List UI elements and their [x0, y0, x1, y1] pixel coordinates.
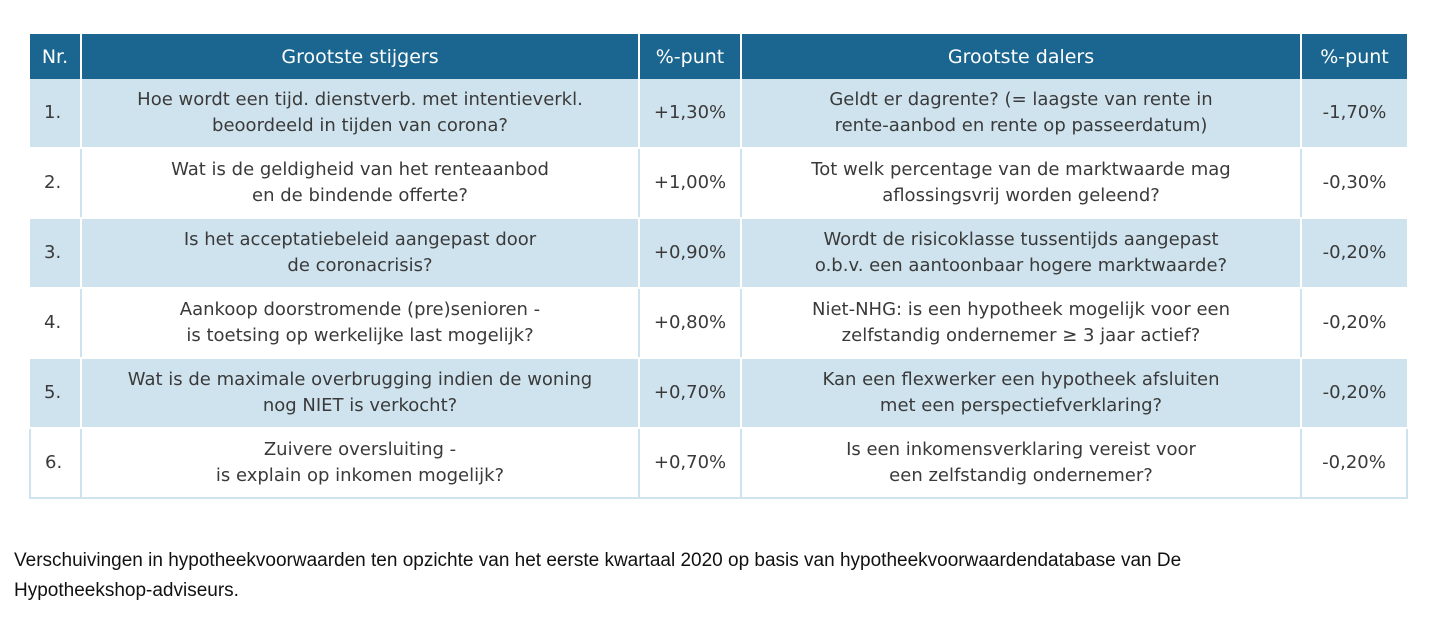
- header-biggest-fallers: Grootste dalers: [741, 34, 1301, 79]
- row-number: 6.: [30, 428, 81, 498]
- faller-percentage: -0,20%: [1301, 428, 1407, 498]
- faller-question-line: Geldt er dagrente? (= laagste van rente in: [829, 89, 1213, 110]
- faller-percentage: -0,30%: [1301, 148, 1407, 218]
- mortgage-conditions-table: [29, 34, 1408, 499]
- faller-question-line: o.b.v. een aantoonbaar hogere marktwaarde?: [814, 255, 1228, 276]
- table-row: [30, 358, 1407, 428]
- riser-question-line: Hoe wordt een tijd. dienstverb. met intentieverkl.: [137, 89, 583, 110]
- faller-percentage: -0,20%: [1301, 288, 1407, 358]
- riser-question: [81, 358, 639, 428]
- riser-question-line: nog NIET is verkocht?: [262, 395, 458, 416]
- riser-percentage: +0,90%: [639, 218, 741, 288]
- faller-question-line: een zelfstandig ondernemer?: [889, 465, 1153, 486]
- riser-question-line: de coronacrisis?: [287, 255, 433, 276]
- riser-question: [81, 148, 639, 218]
- table-caption: [14, 546, 1414, 606]
- header-row: [30, 34, 1407, 79]
- faller-question-line: met een perspectiefverklaring?: [879, 395, 1163, 416]
- riser-question: [81, 218, 639, 288]
- faller-question-line: Wordt de risicoklasse tussentijds aangepast: [823, 229, 1219, 250]
- caption-line: Hypotheekshop-adviseurs.: [14, 580, 239, 601]
- faller-question-line: Is een inkomensverklaring vereist voor: [846, 439, 1196, 460]
- table-row: [30, 288, 1407, 358]
- caption-line: Verschuivingen in hypotheekvoorwaarden ten opzichte van het eerste kwartaal 2020 op basis van hypotheekvoorwaardendatabase van De: [14, 550, 1182, 571]
- riser-question-line: en de bindende offerte?: [252, 185, 468, 206]
- faller-question-line: Kan een flexwerker een hypotheek afsluiten: [822, 369, 1220, 390]
- header-biggest-risers: Grootste stijgers: [81, 34, 639, 79]
- faller-question: [741, 218, 1301, 288]
- riser-question-line: beoordeeld in tijden van corona?: [212, 115, 508, 136]
- faller-percentage: -1,70%: [1301, 79, 1407, 148]
- faller-question: [741, 79, 1301, 148]
- riser-question-line: is explain op inkomen mogelijk?: [215, 465, 505, 486]
- faller-question-line: aflossingsvrij worden geleend?: [882, 185, 1160, 206]
- header-nr: Nr.: [30, 34, 81, 79]
- riser-question: [81, 428, 639, 498]
- riser-question-line: Is het acceptatiebeleid aangepast door: [183, 229, 537, 250]
- riser-percentage: +0,70%: [639, 428, 741, 498]
- riser-percentage: +0,70%: [639, 358, 741, 428]
- faller-percentage: -0,20%: [1301, 358, 1407, 428]
- mortgage-conditions-table-container: [29, 34, 1406, 499]
- table-row: [30, 148, 1407, 218]
- table-row: [30, 428, 1407, 498]
- faller-question-line: Niet-NHG: is een hypotheek mogelijk voor een: [811, 299, 1231, 320]
- riser-percentage: +1,00%: [639, 148, 741, 218]
- riser-question: [81, 79, 639, 148]
- faller-question-line: rente-aanbod en rente op passeerdatum): [834, 115, 1208, 136]
- riser-question: [81, 288, 639, 358]
- faller-question-line: Tot welk percentage van de marktwaarde mag: [811, 159, 1231, 180]
- table-row: [30, 79, 1407, 148]
- faller-question: [741, 428, 1301, 498]
- riser-percentage: +0,80%: [639, 288, 741, 358]
- riser-question-line: Aankoop doorstromende (pre)senioren -: [179, 299, 541, 320]
- table-header: [30, 34, 1407, 79]
- row-number: 5.: [30, 358, 81, 428]
- table-row: [30, 218, 1407, 288]
- faller-question: [741, 358, 1301, 428]
- riser-percentage: +1,30%: [639, 79, 741, 148]
- faller-question: [741, 148, 1301, 218]
- faller-question: [741, 288, 1301, 358]
- header-rise-percentage-point: %-punt: [639, 34, 741, 79]
- riser-question-line: Wat is de maximale overbrugging indien de woning: [127, 369, 593, 390]
- row-number: 2.: [30, 148, 81, 218]
- row-number: 3.: [30, 218, 81, 288]
- riser-question-line: is toetsing op werkelijke last mogelijk?: [186, 325, 534, 346]
- faller-question-line: zelfstandig ondernemer ≥ 3 jaar actief?: [841, 325, 1201, 346]
- faller-percentage: -0,20%: [1301, 218, 1407, 288]
- riser-question-line: Wat is de geldigheid van het renteaanbod: [171, 159, 549, 180]
- row-number: 4.: [30, 288, 81, 358]
- table-body: [30, 79, 1407, 498]
- riser-question-line: Zuivere oversluiting -: [263, 439, 457, 460]
- header-fall-percentage-point: %-punt: [1301, 34, 1407, 79]
- row-number: 1.: [30, 79, 81, 148]
